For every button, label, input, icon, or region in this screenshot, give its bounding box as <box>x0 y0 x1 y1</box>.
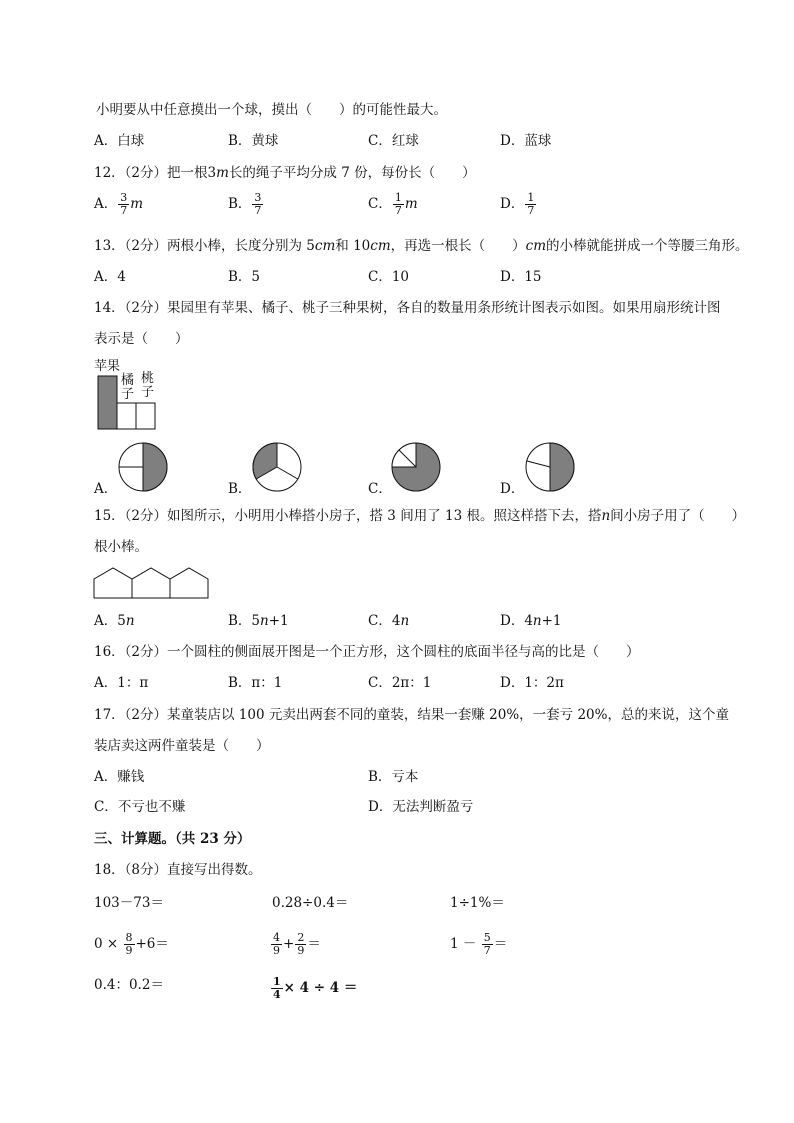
equals-sign: ＝ <box>307 936 321 952</box>
q16-option-d[interactable] <box>500 674 564 692</box>
bar-label-orange-2: 子 <box>121 387 135 402</box>
option-letter: D． <box>368 799 393 815</box>
q16-stem: 16．（2分）一个圆柱的侧面展开图是一个正方形，这个圆柱的底面半径与高的比是（ ） <box>94 644 640 660</box>
q15-option-c[interactable] <box>368 612 409 630</box>
fraction-numerator: 1 <box>527 191 535 204</box>
q14-option-c-pie[interactable] <box>390 441 444 495</box>
q15-option-b[interactable] <box>228 612 289 630</box>
q18-expr-8[interactable] <box>270 976 357 1001</box>
option-text: 10 <box>391 269 410 285</box>
q16-option-b[interactable] <box>228 674 282 692</box>
q14-option-c-label[interactable]: C． <box>368 481 392 497</box>
q13-unit: cm <box>370 238 391 254</box>
fraction-numerator: 1 <box>273 975 281 988</box>
option-variable: n <box>400 613 410 629</box>
q17-stem-line2: 装店卖这两件童装是（ ） <box>94 738 270 754</box>
q14-option-b-pie[interactable] <box>251 441 305 495</box>
q13-stem <box>94 237 749 255</box>
q17-stem-line1: 17．（2分）某童装店以 100 元卖出两套不同的童装，结果一套赚 20%，一套亏 20%，总的来说，这个童 <box>94 707 729 723</box>
option-variable: n <box>532 613 542 629</box>
option-letter: C． <box>368 675 392 691</box>
q15-stem-line1 <box>94 507 745 525</box>
fraction <box>295 932 306 957</box>
q13-option-d[interactable] <box>500 268 542 286</box>
option-letter: C． <box>368 613 392 629</box>
q14-option-a-pie[interactable] <box>117 441 171 495</box>
q15-stem-part2: 间小房子用了（ ） <box>610 508 746 524</box>
q15-option-a[interactable] <box>94 612 135 630</box>
q17-option-b[interactable] <box>368 768 418 786</box>
fraction-denominator: 7 <box>394 204 402 217</box>
option-text: 亏本 <box>391 769 419 785</box>
q17-option-d[interactable] <box>368 798 473 816</box>
option-letter: D． <box>500 613 525 629</box>
option-text: 红球 <box>391 133 419 149</box>
q12-stem <box>94 164 476 182</box>
option-letter: D． <box>500 269 525 285</box>
q18-expr-1[interactable]: 103－73＝ <box>94 895 164 911</box>
q18-stem: 18．（8分）直接写出得数。 <box>94 862 262 878</box>
option-text: 5 <box>251 269 261 285</box>
option-text: 1：π <box>117 675 149 691</box>
option-text: 4 <box>117 269 126 285</box>
q16-option-a[interactable] <box>94 674 148 692</box>
fraction-numerator: 3 <box>120 191 128 204</box>
option-letter: B． <box>228 613 252 629</box>
fraction-numerator: 5 <box>483 931 491 944</box>
option-letter: A． <box>94 196 118 212</box>
q12-option-a[interactable] <box>94 192 143 217</box>
q13-option-a[interactable] <box>94 268 126 286</box>
q13-unit: cm <box>525 238 547 254</box>
option-letter: A． <box>94 769 118 785</box>
plus-sign: + <box>283 936 295 952</box>
option-text: π：1 <box>251 675 283 691</box>
fraction-denominator: 9 <box>273 944 280 957</box>
option-unit: m <box>130 196 144 212</box>
option-letter: B． <box>228 675 252 691</box>
expr-part: 0 × <box>94 936 119 952</box>
q13-stem-part1: 13．（2分）两根小棒，长度分别为 5 <box>94 238 315 254</box>
fraction-numerator: 1 <box>394 191 402 204</box>
option-unit: m <box>404 196 418 212</box>
option-coefficient: 5 <box>117 613 126 629</box>
q18-expr-5[interactable] <box>270 932 321 957</box>
option-letter: A． <box>94 613 118 629</box>
option-coefficient: 5 <box>251 613 261 629</box>
q12-stem-part1: 12．（2分）把一根 <box>94 165 208 181</box>
option-text: 蓝球 <box>524 133 552 149</box>
expr-part: 1 － <box>450 936 477 952</box>
q11-option-d[interactable] <box>500 132 551 150</box>
option-letter: C． <box>368 196 392 212</box>
q16-option-c[interactable] <box>368 674 431 692</box>
q18-expr-6[interactable] <box>450 932 507 957</box>
option-letter: B． <box>228 196 252 212</box>
bar-orange <box>117 403 136 429</box>
fraction-denominator: 7 <box>483 944 491 957</box>
option-letter: B． <box>228 269 252 285</box>
fraction-numerator: 4 <box>273 931 280 944</box>
option-coefficient: 4 <box>524 613 533 629</box>
option-letter: C． <box>94 799 118 815</box>
option-coefficient: 4 <box>391 613 401 629</box>
option-text: 白球 <box>117 133 145 149</box>
fraction-denominator: 9 <box>125 944 133 957</box>
expr-part: × 4 ÷ 4 ＝ <box>283 980 358 996</box>
fraction <box>525 192 536 217</box>
option-text: 1：2π <box>524 675 564 691</box>
q12-option-d[interactable] <box>500 192 537 217</box>
option-letter: A． <box>94 675 118 691</box>
q14-stem-line1: 14．（2分）果园里有苹果、橘子、桃子三种果树，各自的数量用条形统计图表示如图。如果用扇形统计图 <box>94 300 721 316</box>
q14-stem-line2: 表示是（ ） <box>94 331 189 347</box>
q12-option-b[interactable] <box>228 192 264 217</box>
q11-option-c[interactable] <box>368 132 419 150</box>
option-constant: +1 <box>541 613 562 629</box>
q13-stem-part3: ，再选一根长（ ） <box>390 238 526 254</box>
option-text: 2π：1 <box>391 675 432 691</box>
fraction-denominator: 9 <box>297 944 305 957</box>
bar-peach <box>136 403 155 429</box>
fraction-denominator: 7 <box>254 204 262 217</box>
fraction-numerator: 8 <box>125 931 133 944</box>
fraction <box>271 976 283 1001</box>
equals-sign: ＝ <box>493 936 508 952</box>
option-letter: A． <box>94 133 118 149</box>
q14-bar-chart <box>92 356 162 432</box>
fraction <box>124 932 135 957</box>
option-letter: C． <box>368 269 392 285</box>
fraction-denominator: 4 <box>273 988 281 1001</box>
q12-stem-part2: 长的绳子平均分成 7 份，每份长（ ） <box>228 165 476 181</box>
fraction <box>252 192 263 217</box>
q12-option-c[interactable] <box>368 192 418 217</box>
bar-label-orange-1: 橘 <box>121 373 135 388</box>
option-letter: C． <box>368 133 392 149</box>
q15-houses-figure <box>92 566 212 600</box>
bar-label-apple: 苹果 <box>94 359 121 374</box>
option-letter: D． <box>500 675 525 691</box>
q17-option-a[interactable] <box>94 768 144 786</box>
option-letter: B． <box>228 133 252 149</box>
q14-option-d-pie[interactable] <box>524 441 578 495</box>
option-text: 15 <box>524 269 542 285</box>
q14-option-b-label[interactable]: B． <box>228 481 252 497</box>
q14-option-d-label[interactable]: D． <box>500 481 525 497</box>
option-text: 不亏也不赚 <box>117 799 186 815</box>
fraction <box>271 932 282 957</box>
q13-option-c[interactable] <box>368 268 409 286</box>
q14-option-a-label[interactable]: A． <box>94 481 118 497</box>
q11-option-a[interactable] <box>94 132 144 150</box>
option-letter: D． <box>500 133 525 149</box>
q15-stem-part1: 15．（2分）如图所示，小明用小棒搭小房子，搭 3 间用了 13 根。照这样搭下去，搭 <box>94 508 602 524</box>
q13-option-b[interactable] <box>228 268 260 286</box>
fraction <box>393 192 404 217</box>
q18-expr-2[interactable]: 0.28÷0.4＝ <box>272 895 349 911</box>
fraction-denominator: 7 <box>527 204 535 217</box>
q12-length-value: 3 <box>207 165 217 181</box>
q18-expr-3[interactable]: 1÷1%＝ <box>450 895 505 911</box>
q12-unit: m <box>216 165 229 181</box>
option-text: 无法判断盈亏 <box>392 799 474 815</box>
q15-option-d[interactable] <box>500 612 562 630</box>
option-letter: B． <box>368 769 392 785</box>
fraction-denominator: 7 <box>120 204 128 217</box>
option-constant: +1 <box>268 613 289 629</box>
fraction-numerator: 2 <box>297 931 305 944</box>
q17-option-c[interactable] <box>94 798 185 816</box>
section-3-heading: 三、计算题。（共 23 分） <box>94 831 251 847</box>
bar-label-peach-1: 桃 <box>141 371 155 386</box>
q15-stem-line2: 根小棒。 <box>94 539 148 555</box>
bar-label-peach-2: 子 <box>141 385 155 400</box>
option-letter: A． <box>94 269 118 285</box>
option-variable: n <box>260 613 269 629</box>
fraction-numerator: 3 <box>254 191 262 204</box>
q13-stem-part2: 和 10 <box>335 238 371 254</box>
option-variable: n <box>125 613 135 629</box>
q18-expr-4[interactable] <box>94 932 169 957</box>
option-letter: D． <box>500 196 525 212</box>
q18-expr-7[interactable]: 0.4：0.2＝ <box>94 977 164 993</box>
fraction <box>482 932 493 957</box>
q15-variable-n: n <box>601 508 611 524</box>
q11-stem: 小明要从中任意摸出一个球，摸出（ ）的可能性最大。 <box>96 102 447 118</box>
expr-part: +6＝ <box>135 936 169 952</box>
option-text: 黄球 <box>251 133 279 149</box>
fraction <box>118 192 129 217</box>
q13-unit: cm <box>314 238 336 254</box>
bar-apple <box>98 376 117 429</box>
q13-stem-part4: 的小棒就能拼成一个等腰三角形。 <box>546 238 749 254</box>
q11-option-b[interactable] <box>228 132 278 150</box>
option-text: 赚钱 <box>117 769 145 785</box>
